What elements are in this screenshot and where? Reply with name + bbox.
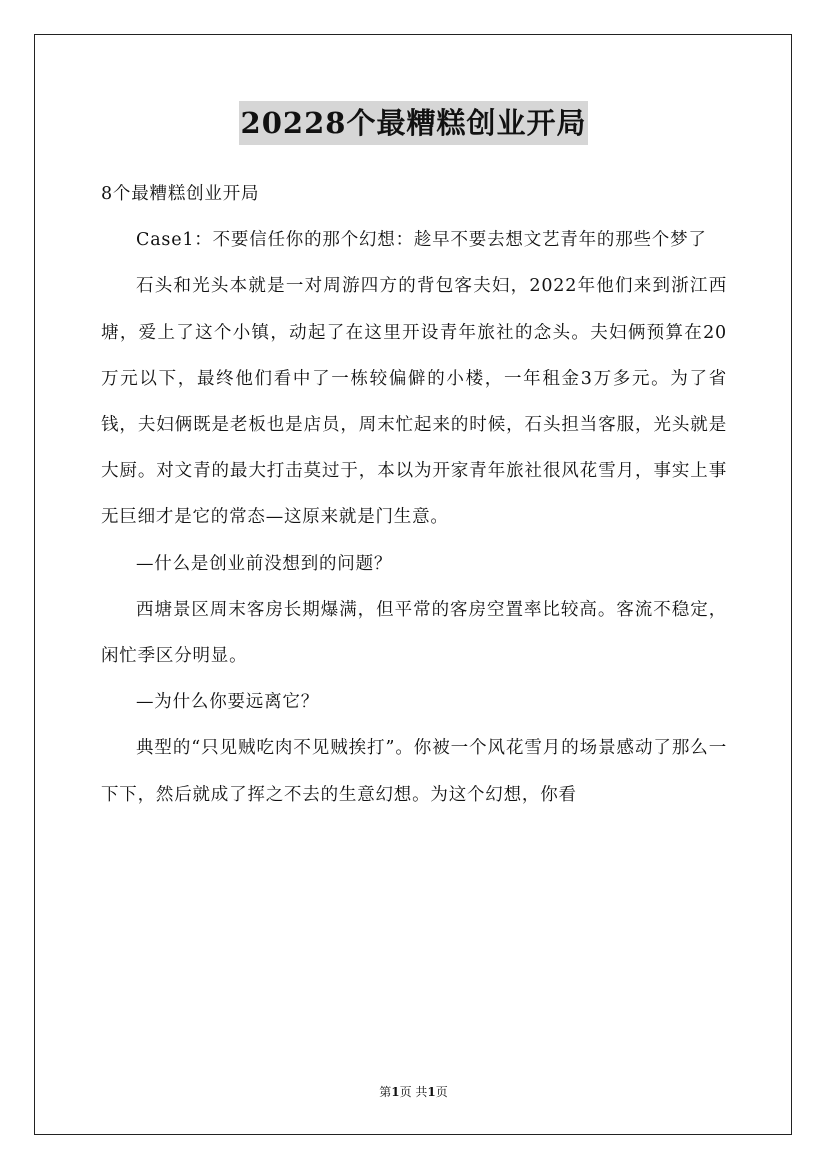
paragraph-case1-heading: Case1：不要信任你的那个幻想：趁早不要去想文艺青年的那些个梦了 — [136, 230, 707, 251]
paragraph-answer-2: 典型的“只见贼吃肉不见贼挨打”。你被一个风花雪月的场景感动了那么一下下，然后就成了挥之不去的生意幻想。为这个幻想，你看 — [101, 738, 727, 805]
paragraph-answer-1: 西塘景区周末客房长期爆满，但平常的客房空置率比较高。客流不稳定，闲忙季区分明显。 — [101, 599, 727, 667]
footer-page-number: 1 — [391, 1085, 400, 1099]
paragraph-question-2: —为什么你要远离它？ — [136, 692, 319, 713]
document-body — [101, 171, 727, 818]
document-title — [0, 100, 827, 145]
page-footer — [0, 1083, 827, 1100]
paragraph-question-1: —什么是创业前没想到的问题？ — [136, 553, 393, 574]
footer-total-pages: 1 — [427, 1085, 436, 1099]
paragraph-subtitle: 8个最糟糕创业开局 — [101, 184, 260, 204]
footer-prefix: 第 — [379, 1085, 392, 1099]
paragraph-story: 石头和光头本就是一对周游四方的背包客夫妇，2022年他们来到浙江西塘，爱上了这个小镇，动起了在这里开设青年旅社的念头。夫妇俩预算在20万元以下，最终他们看中了一栋较偏僻的小楼，一年租金3万多元。为了省钱，夫妇俩既是老板也是店员，周末忙起来的时候，石头担当客服，光头就是大厨。对文青的最大打击莫过于，本以为开家青年旅社很风花雪月，事实上事无巨细才是它的常态—这原来就是门生意。 — [101, 276, 727, 528]
footer-suffix: 页 — [435, 1085, 448, 1099]
document-title-text: 20228个最糟糕创业开局 — [239, 101, 589, 145]
footer-mid: 页 共 — [399, 1085, 428, 1099]
